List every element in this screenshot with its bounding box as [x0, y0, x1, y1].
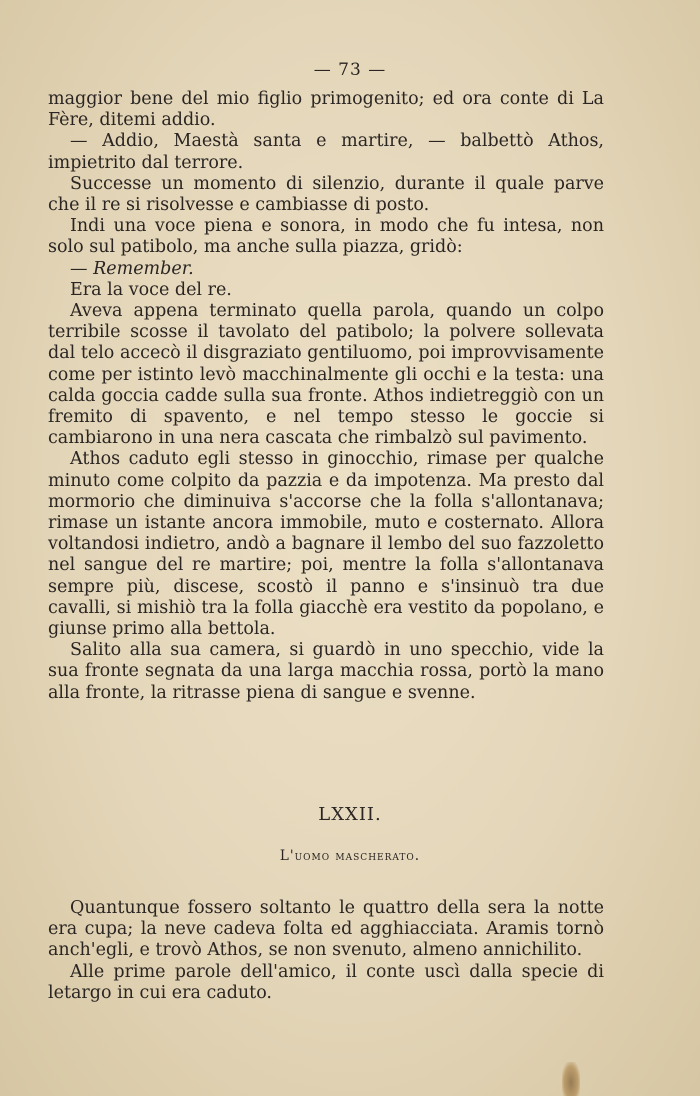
paragraph: maggior bene del mio figlio primogenito; ed ora conte di La Fère, ditemi addio.	[48, 89, 604, 131]
paragraph: Salito alla sua camera, si guardò in uno specchio, vide la sua fronte segnata da una larga macchia rossa, portò la mano alla fronte, la ritrasse piena di sangue e svenne.	[48, 640, 604, 703]
paragraph: Successe un momento di silenzio, durante il quale parve che il re si risolvesse e cambiasse di posto.	[48, 173, 604, 216]
paragraph: Quantunque fossero soltanto le quattro della sera la notte era cupa; la neve cadeva folta ed agghiacciata. Aramis tornò anch'egli, e trovò Athos, se non svenuto, almeno annichilito.	[48, 898, 604, 961]
paragraph: Athos caduto egli stesso in ginocchio, rimase per qualche minuto come colpito da pazzia e da impotenza. Ma presto dal mormorio che diminuiva s'accorse che la folla s'allontanava; rimase un istante ancora immobile, muto e costernato. Allora voltandosi indietro, andò a bagnare il lembo del suo fazzoletto nel sangue del re martire; poi, mentre la folla s'allontanava sempre più, discese, scostò il panno e s'insinuò tra due cavalli, si mishiò tra la folla giacchè era vestito da popolano, e giunse primo alla bettola.	[48, 449, 604, 640]
paragraph: Alle prime parole dell'amico, il conte uscì dalla specie di letargo in cui era caduto.	[48, 961, 604, 1003]
page-number: — 73 —	[313, 60, 387, 80]
chapter-number: LXXII.	[318, 804, 382, 825]
body-text-section-2	[48, 898, 604, 1004]
body-text-section-1	[48, 89, 604, 704]
paragraph: Indi una voce piena e sonora, in modo che fu intesa, non solo sul patibolo, ma anche sulla piazza, gridò:	[48, 216, 604, 258]
paragraph: Aveva appena terminato quella parola, quando un colpo terribile scosse il tavolato del patibolo; la polvere sollevata dal telo accecò il disgraziato gentiluomo, poi improvvisamente come per istinto levò macchinalmente gli occhi e la testa: una calda goccia cadde sulla sua fronte. Athos indietreggiò con un fremito di spavento, e nel tempo stesso le goccie si cambiarono in una nera cascata che rimbalzò sul pavimento.	[48, 301, 604, 449]
paragraph: — Addio, Maestà santa e martire, — balbettò Athos, impietrito dal terrore.	[48, 131, 604, 173]
paragraph: Era la voce del re.	[70, 279, 232, 300]
chapter-title: L'uomo mascherato.	[279, 848, 421, 864]
paper-stain	[562, 1062, 580, 1096]
paragraph: — Remember.	[70, 258, 194, 279]
